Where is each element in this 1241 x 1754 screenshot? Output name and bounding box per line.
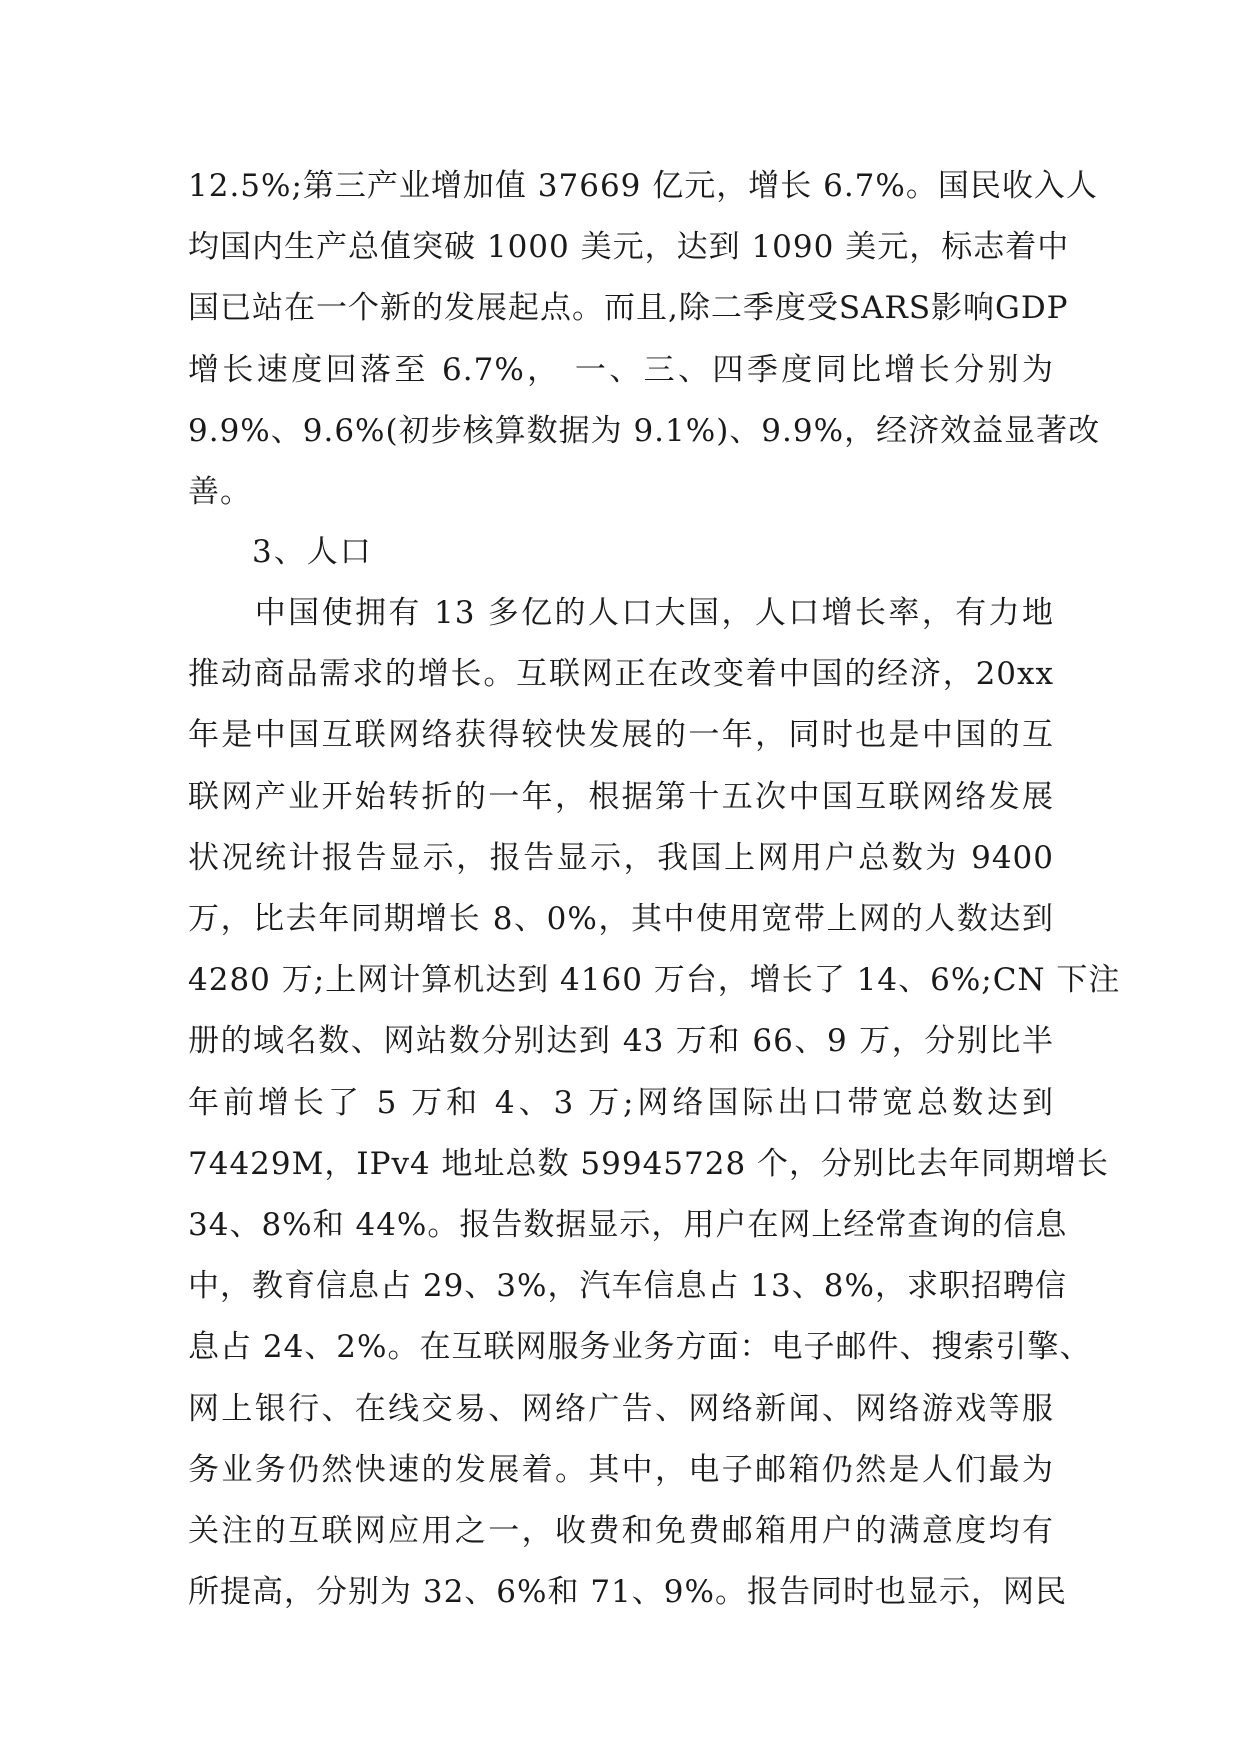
text-line: 状况统计报告显示，报告显示，我国上网用户总数为 9400 [188, 839, 1054, 876]
text-line: 联网产业开始转折的一年，根据第十五次中国互联网络发展 [188, 778, 1054, 815]
text-line: 网上银行、在线交易、网络广告、网络新闻、网络游戏等服 [188, 1390, 1054, 1427]
text-line: 均国内生产总值突破 1000 美元，达到 1090 美元，标志着中 [188, 229, 1070, 266]
text-line: 中，教育信息占 29、3%，汽车信息占 13、8%，求职招聘信 [188, 1268, 1067, 1305]
text-line: 关注的互联网应用之一，收费和免费邮箱用户的满意度均有 [188, 1513, 1054, 1550]
text-line: 34、8%和 44%。报告数据显示，用户在网上经常查询的信息 [188, 1207, 1068, 1244]
text-line: 万，比去年同期增长 8、0%，其中使用宽带上网的人数达到 [188, 901, 1054, 938]
section-heading-population: 3、人口 [252, 534, 373, 570]
text-line: 息占 24、2%。在互联网服务业务方面：电子邮件、搜索引擎、 [188, 1329, 1092, 1366]
text-line: 册的域名数、网站数分别达到 43 万和 66、9 万，分别比半 [188, 1023, 1054, 1060]
text-line: 务业务仍然快速的发展着。其中，电子邮箱仍然是人们最为 [188, 1451, 1054, 1488]
text-line: 增长速度回落至 6.7%， 一、三、四季度同比增长分别为 [188, 351, 1054, 388]
text-line: 国已站在一个新的发展起点。而且,除二季度受SARS影响GDP [188, 290, 1069, 327]
text-line: 年前增长了 5 万和 4、3 万;网络国际出口带宽总数达到 [188, 1084, 1054, 1121]
text-line: 9.9%、9.6%(初步核算数据为 9.1%)、9.9%，经济效益显著改 [188, 412, 1101, 449]
paragraph-economy [188, 156, 1101, 523]
text-line: 4280 万;上网计算机达到 4160 万台，增长了 14、6%;CN 下注 [188, 962, 1121, 999]
text-line: 善。 [188, 474, 252, 511]
text-line: 74429M，IPv4 地址总数 59945728 个，分别比去年同期增长 [188, 1145, 1110, 1182]
paragraph-population [188, 583, 1121, 1623]
text-line: 12.5%;第三产业增加值 37669 亿元，增长 6.7%。国民收入人 [188, 168, 1098, 204]
text-line: 所提高，分别为 32、6%和 71、9%。报告同时也显示，网民 [188, 1574, 1067, 1611]
text-line: 推动商品需求的增长。互联网正在改变着中国的经济，20xx [188, 656, 1054, 693]
text-line: 中国使拥有 13 多亿的人口大国，人口增长率，有力地 [188, 595, 1054, 631]
text-line: 年是中国互联网络获得较快发展的一年，同时也是中国的互 [188, 717, 1054, 754]
